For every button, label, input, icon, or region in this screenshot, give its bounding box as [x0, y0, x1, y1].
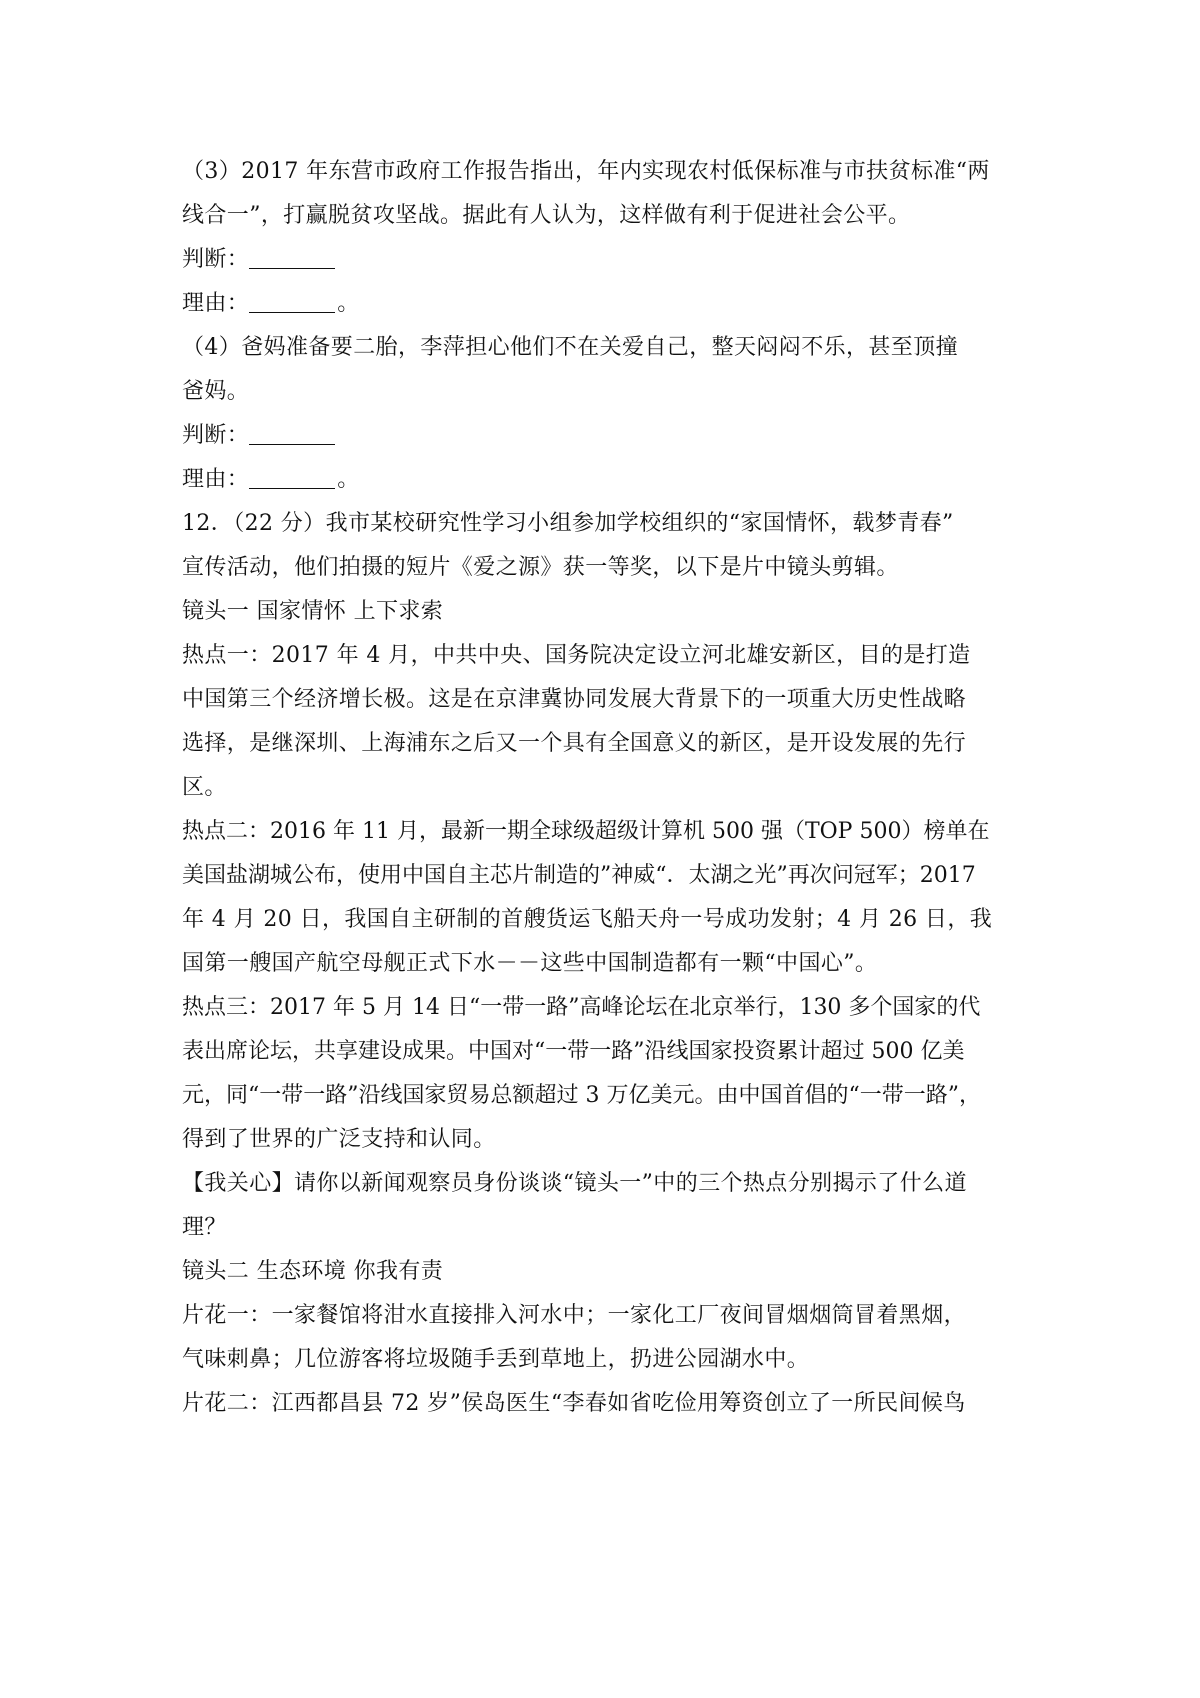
text-line: 片花一：一家餐馆将泔水直接排入河水中；一家化工厂夜间冒烟烟筒冒着黑烟，: [182, 1303, 967, 1328]
text-line: 中国第三个经济增长极。这是在京津冀协同发展大背景下的一项重大历史性战略: [182, 687, 967, 712]
answer-suffix: 。: [337, 291, 360, 316]
answer-label: 判断：: [182, 247, 250, 272]
question-heading: 12．（22 分）我市某校研究性学习小组参加学校组织的“家国情怀，载梦青春”: [182, 511, 954, 536]
answer-blank[interactable]: [249, 246, 335, 269]
section-heading: 镜头二 生态环境 你我有责: [182, 1259, 444, 1284]
text-line: 爸妈。: [182, 379, 250, 404]
text-line: （4）爸妈准备要二胎，李萍担心他们不在关爱自己，整天闷闷不乐，甚至顶撞: [182, 335, 958, 360]
text-line: 表出席论坛，共享建设成果。中国对“一带一路”沿线国家投资累计超过 500 亿美: [182, 1039, 965, 1064]
document-page: [182, 150, 1032, 1426]
answer-blank[interactable]: [249, 290, 335, 313]
answer-line-reason: [182, 282, 1032, 326]
section-heading: 镜头一 国家情怀 上下求索: [182, 599, 444, 624]
text-line: 理？: [182, 1215, 227, 1240]
answer-blank[interactable]: [249, 422, 335, 445]
answer-blank[interactable]: [249, 466, 335, 489]
text-line: 区。: [182, 775, 227, 800]
text-line: 热点二：2016 年 11 月，最新一期全球级超级计算机 500 强（TOP 500）榜单在: [182, 819, 990, 844]
text-line: 热点一：2017 年 4 月，中共中央、国务院决定设立河北雄安新区，目的是打造: [182, 643, 971, 668]
text-line: 元，同“一带一路”沿线国家贸易总额超过 3 万亿美元。由中国首倡的“一带一路”，: [182, 1083, 981, 1108]
answer-label: 判断：: [182, 423, 250, 448]
answer-label: 理由：: [182, 467, 250, 492]
text-line: 宣传活动，他们拍摄的短片《爱之源》获一等奖，以下是片中镜头剪辑。: [182, 555, 899, 580]
answer-line-reason: [182, 458, 1032, 502]
text-line: （3）2017 年东营市政府工作报告指出，年内实现农村低保标准与市扶贫标准“两: [182, 159, 990, 184]
text-line: 线合一”，打赢脱贫攻坚战。据此有人认为，这样做有利于促进社会公平。: [182, 203, 911, 228]
answer-suffix: 。: [337, 467, 360, 492]
text-line: 年 4 月 20 日，我国自主研制的首艘货运飞船天舟一号成功发射；4 月 26 日，我: [182, 907, 993, 932]
text-line: 热点三：2017 年 5 月 14 日“一带一路”高峰论坛在北京举行，130 多个国家的代: [182, 995, 981, 1020]
answer-line-judgement: [182, 238, 1032, 282]
text-line: 国第一艘国产航空母舰正式下水－－这些中国制造都有一颗“中国心”。: [182, 951, 878, 976]
text-line: 气味刺鼻；几位游客将垃圾随手丢到草地上，扔进公园湖水中。: [182, 1347, 810, 1372]
text-line: 选择，是继深圳、上海浦东之后又一个具有全国意义的新区，是开设发展的先行: [182, 731, 967, 756]
answer-label: 理由：: [182, 291, 250, 316]
answer-line-judgement: [182, 414, 1032, 458]
text-line: 片花二：江西都昌县 72 岁”侯岛医生“李春如省吃俭用筹资创立了一所民间候鸟: [182, 1391, 966, 1416]
text-line: 美国盐湖城公布，使用中国自主芯片制造的”神威“．太湖之光”再次问冠军；2017: [182, 863, 976, 888]
prompt-line: 【我关心】请你以新闻观察员身份谈谈“镜头一”中的三个热点分别揭示了什么道: [182, 1171, 967, 1196]
text-line: 得到了世界的广泛支持和认同。: [182, 1127, 496, 1152]
